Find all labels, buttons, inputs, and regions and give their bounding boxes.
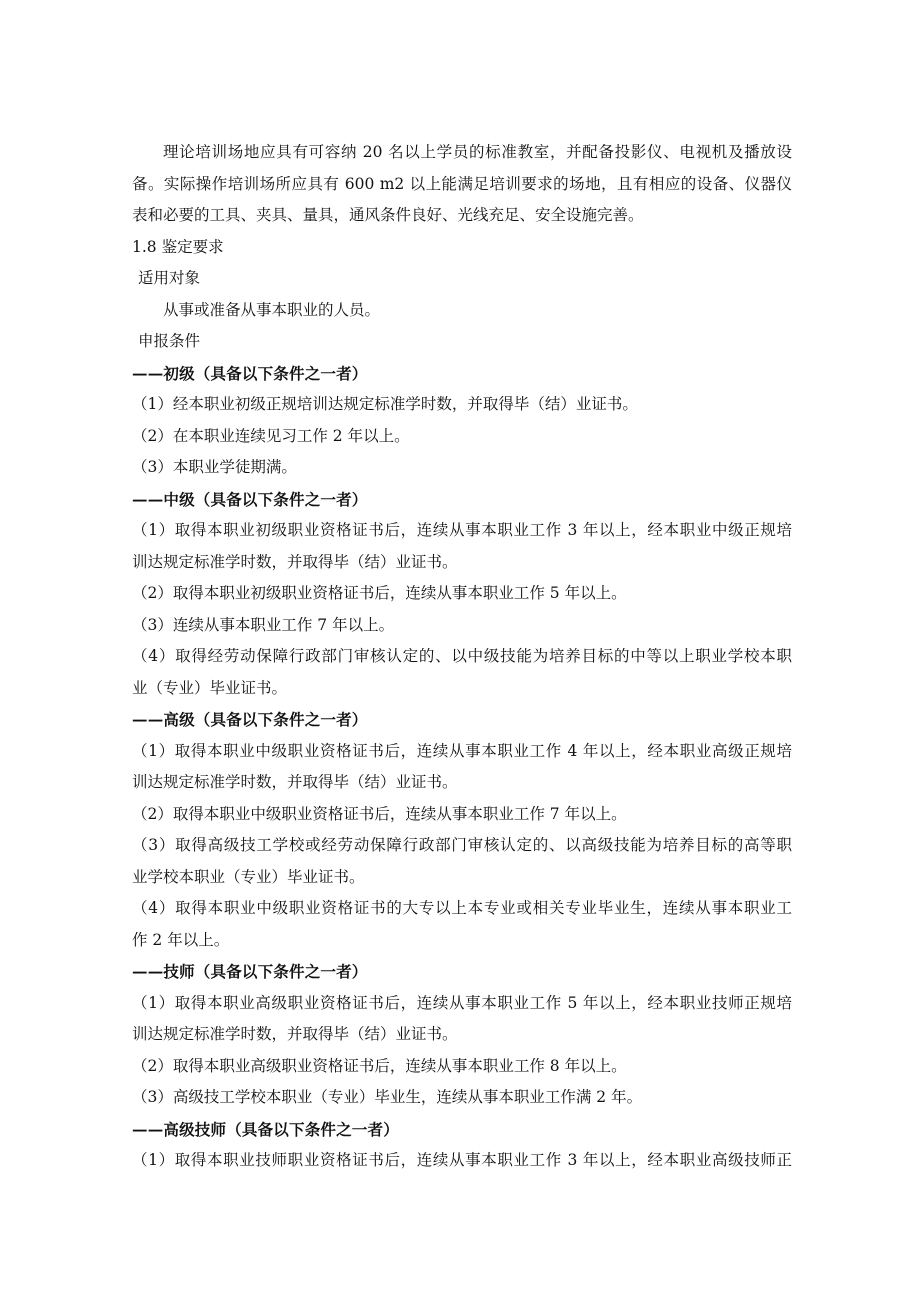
list-item: （2）在本职业连续见习工作 2 年以上。 [132, 426, 410, 445]
conditions-heading: 申报条件 [138, 332, 201, 350]
list-item: （3）取得高级技工学校或经劳动保障行政部门审核认定的、以高级技能为培养目标的高等职 [132, 836, 792, 854]
list-item-continued: 训达规定标准学时数，并取得毕（结）业证书。 [132, 773, 458, 791]
list-item: （4）取得本职业中级职业资格证书的大专以上本专业或相关专业毕业生，连续从事本职业工 [132, 899, 792, 917]
list-item: （3）本职业学徒期满。 [132, 458, 297, 476]
list-item: （1）经本职业初级正规培训达规定标准学时数，并取得毕（结）业证书。 [132, 395, 638, 413]
list-item: （1）取得本职业高级职业资格证书后，连续从事本职业工作 5 年以上，经本职业技师正规培 [132, 993, 792, 1012]
list-item-continued: 作 2 年以上。 [132, 930, 230, 949]
intro-line-1: 理论培训场地应具有可容纳 20 名以上学员的标准教室，并配备投影仪、电视机及播放设 [163, 143, 792, 161]
list-item: （1）取得本职业技师职业资格证书后，连续从事本职业工作 3 年以上，经本职业高级技师正 [132, 1151, 792, 1169]
list-item-continued: 业（专业）毕业证书。 [132, 678, 288, 697]
level-heading-intermediate: ——中级（具备以下条件之一者） [132, 489, 368, 509]
level-heading-junior: ——初级（具备以下条件之一者） [132, 363, 368, 383]
list-item: （3）高级技工学校本职业（专业）毕业生，连续从事本职业工作满 2 年。 [132, 1088, 643, 1106]
list-item: （4）取得经劳动保障行政部门审核认定的、以中级技能为培养目标的中等以上职业学校本职 [132, 647, 792, 665]
list-item: （2）取得本职业中级职业资格证书后，连续从事本职业工作 7 年以上。 [132, 804, 627, 823]
intro-line-3: 表和必要的工具、夹具、量具，通风条件良好、光线充足、安全设施完善。 [132, 206, 644, 224]
list-item: （1）取得本职业初级职业资格证书后，连续从事本职业工作 3 年以上，经本职业中级正规培 [132, 521, 792, 539]
applicable-heading: 适用对象 [138, 269, 201, 287]
list-item-continued: 训达规定标准学时数，并取得毕（结）业证书。 [132, 1025, 458, 1043]
applicable-text: 从事或准备从事本职业的人员。 [163, 300, 381, 319]
document-page [132, 137, 792, 1177]
intro-line-2: 备。实际操作培训场所应具有 600 m2 以上能满足培训要求的场地，且有相应的设备、仪器仪 [132, 174, 792, 193]
list-item: （2）取得本职业高级职业资格证书后，连续从事本职业工作 8 年以上。 [132, 1056, 627, 1075]
list-item-continued: 训达规定标准学时数，并取得毕（结）业证书。 [132, 552, 458, 571]
list-item-continued: 业学校本职业（专业）毕业证书。 [132, 867, 365, 886]
section-title: 1.8 鉴定要求 [132, 237, 224, 256]
list-item: （3）连续从事本职业工作 7 年以上。 [132, 615, 395, 634]
level-heading-senior: ——高级（具备以下条件之一者） [132, 710, 368, 729]
level-heading-technician: ——技师（具备以下条件之一者） [132, 962, 368, 981]
list-item: （2）取得本职业初级职业资格证书后，连续从事本职业工作 5 年以上。 [132, 584, 627, 602]
level-heading-senior-technician: ——高级技师（具备以下条件之一者） [132, 1119, 399, 1139]
list-item: （1）取得本职业中级职业资格证书后，连续从事本职业工作 4 年以上，经本职业高级正规培 [132, 741, 792, 760]
